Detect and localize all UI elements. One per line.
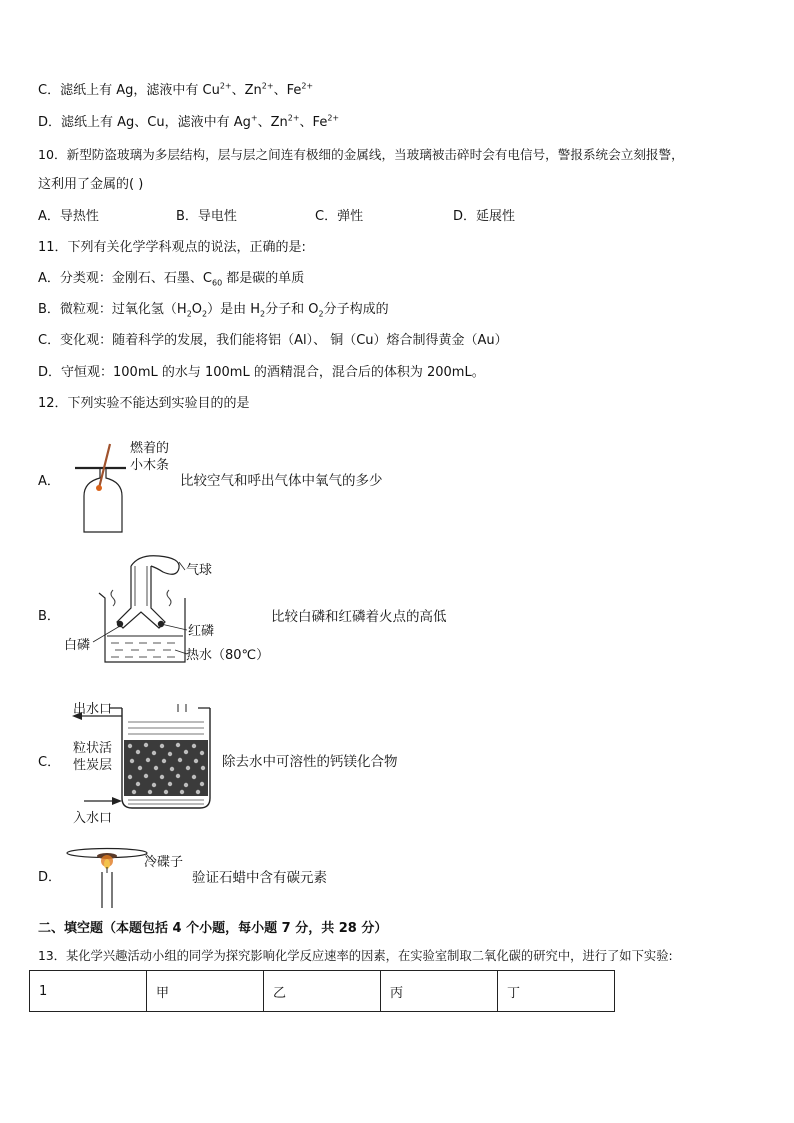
q11-option-b: B．微粒观：过氧化氢$(H_2O_2)$是由 $H_2$分子和 $O_2$分子构成的 (38, 302, 389, 319)
q10-option-d: D．延展性 (453, 209, 516, 224)
label-water-outlet: 出水口 (73, 702, 113, 717)
experiment-table (29, 970, 615, 1012)
q10-stem-line1: 10．新型防盗玻璃为多层结构，层与层之间连有极细的金属线，当玻璃被击碎时会有电信号，警报系统会立刻报警， (38, 147, 684, 162)
q9-option-d: D．滤纸上有 Ag、Cu，滤液中有 Ag+、$Zn^{2+}$、$Fe^{2+}$ (38, 113, 340, 130)
q12-b-caption: 比较白磷和红磷着火点的高低 (271, 609, 447, 625)
label-hot-water: 热水（80℃） (186, 648, 270, 663)
table-row (30, 971, 615, 1012)
q10-option-a: A．导热性 (38, 209, 99, 224)
table-cell-jia: 甲 (147, 971, 264, 1012)
q12-c-caption: 除去水中可溶性的钙镁化合物 (222, 754, 398, 770)
label-water-inlet: 入水口 (73, 811, 113, 826)
table-cell-index: 1 (30, 971, 147, 1012)
q12-b-letter: B． (38, 609, 60, 624)
label-cold-dish: 冷碟子 (144, 855, 184, 870)
q12-d-letter: D． (38, 870, 62, 885)
q13-stem: 13．某化学兴趣活动小组的同学为探究影响化学反应速率的因素，在实验室制取二氧化碳的研究中，进行了如下实验: (38, 949, 673, 963)
q12-c-letter: C． (38, 755, 61, 770)
table-cell-ding: 丁 (498, 971, 615, 1012)
q11-stem: 11．下列有关化学学科观点的说法，正确的是: (38, 240, 306, 255)
q10-stem-line2: 这利用了金属的( ) (38, 177, 144, 192)
label-burning-stick-1: 燃着的 (130, 441, 170, 456)
q11-option-d: D．守恒观：100mL 的水与 100mL 的酒精混合，混合后的体积为 200mL。 (38, 365, 485, 380)
q12-a-caption: 比较空气和呼出气体中氧气的多少 (180, 473, 383, 489)
label-white-phosphorus: 白磷 (64, 638, 91, 653)
label-red-phosphorus: 红磷 (188, 624, 215, 639)
section-title-fill-in: 二、填空题（本题包括 4 个小题，每小题 7 分，共 28 分） (38, 921, 388, 936)
label-balloon: 气球 (186, 563, 213, 578)
label-activated-carbon-2: 性炭层 (73, 758, 113, 773)
q10-option-c: C．弹性 (315, 209, 364, 224)
table-cell-yi: 乙 (264, 971, 381, 1012)
q12-a-letter: A． (38, 474, 60, 489)
q10-option-b: B．导电性 (176, 209, 237, 224)
q12-d-caption: 验证石蜡中含有碳元素 (192, 870, 327, 886)
q12-stem: 12．下列实验不能达到实验目的的是 (38, 396, 250, 411)
q11-option-a: A．分类观：金刚石、石墨、$C_{60}$ 都是碳的单质 (38, 271, 305, 288)
table-cell-bing: 丙 (381, 971, 498, 1012)
q11-option-c: C．变化观：随着科学的发展，我们能将铝（Al）、 铜（Cu）熔合制得黄金（Au） (38, 333, 508, 348)
q9-option-c: C．滤纸上有 Ag，滤液中有 $Cu^{2+}$、$Zn^{2+}$、$Fe^{2+}$ (38, 81, 314, 98)
label-activated-carbon-1: 粒状活 (73, 741, 113, 756)
label-burning-stick-2: 小木条 (130, 458, 170, 473)
